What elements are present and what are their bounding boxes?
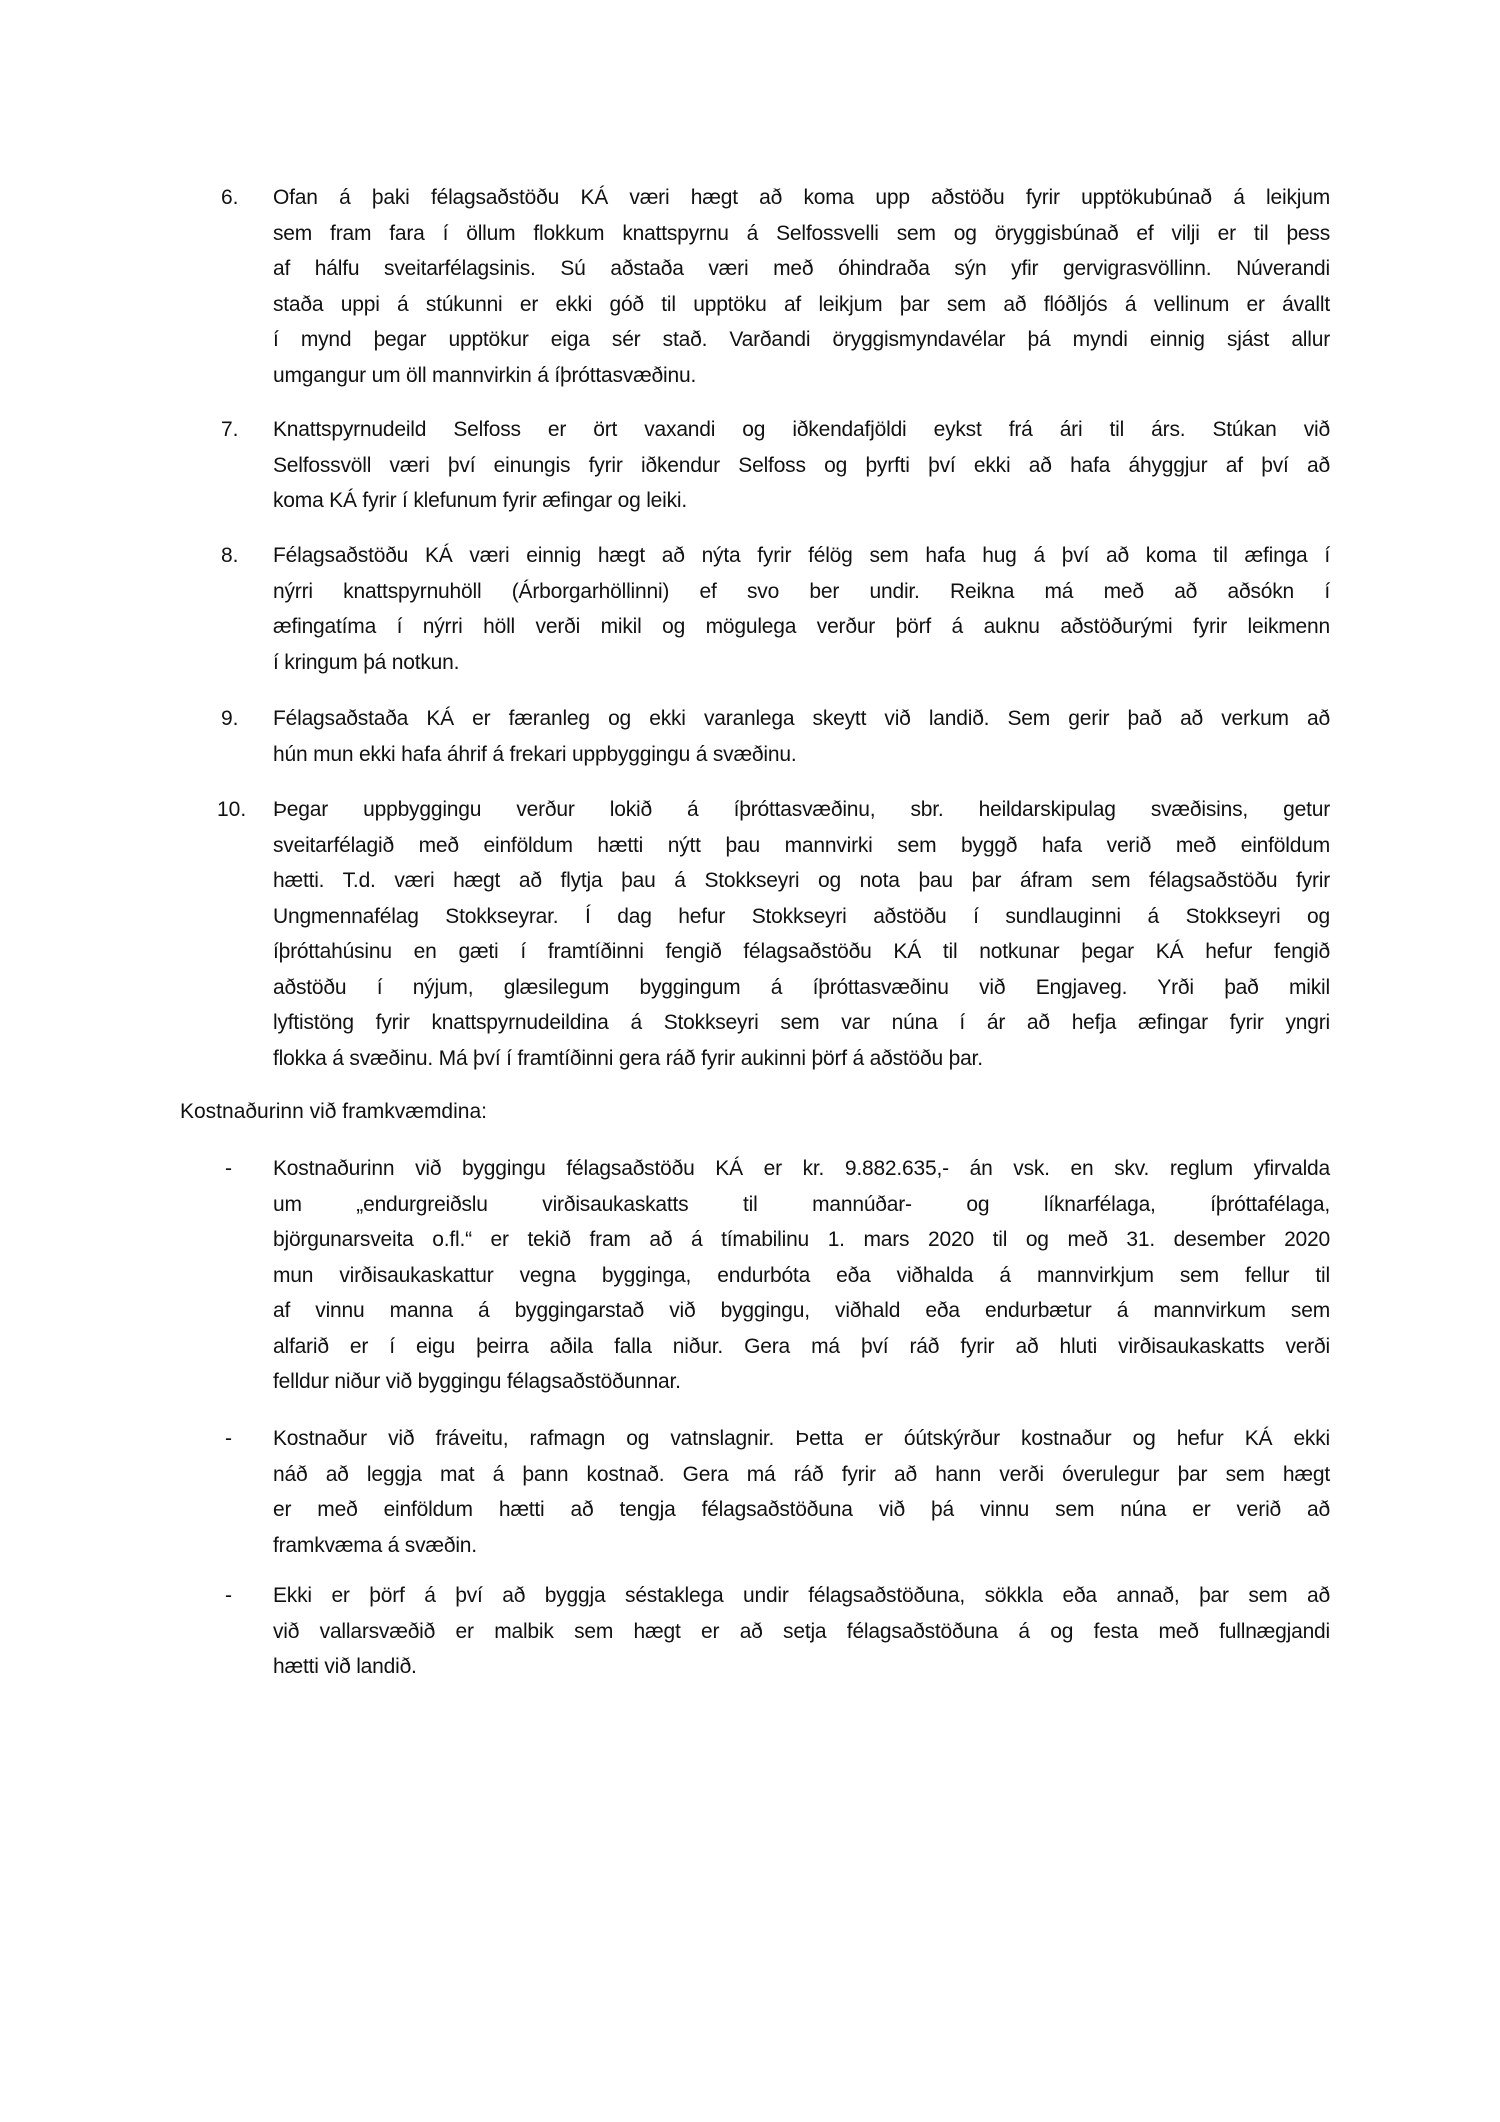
text-line: Félagsaðstaða KÁ er færanleg og ekki varanlega skeytt við landið. Sem gerir það að verkum að (273, 707, 1330, 730)
text-line: sem fram fara í öllum flokkum knattspyrnu á Selfossvelli sem og öryggisbúnað ef vilji er til þess (273, 221, 1330, 245)
text-line: er með einföldum hætti að tengja félagsaðstöðuna við þá vinnu sem núna er verið að (273, 1498, 1330, 1521)
numbered-item (221, 412, 1330, 519)
cost-item (225, 1578, 1330, 1685)
text-line: lyftistöng fyrir knattspyrnudeildina á Stokkseyri sem var núna í ár að hefja æfingar fyrir yngri (273, 1011, 1330, 1034)
text-line: af vinnu manna á byggingarstað við byggingu, viðhald eða endurbætur á mannvirkum sem (273, 1299, 1330, 1322)
text-line: Selfossvöll væri því einungis fyrir iðkendur Selfoss og þyrfti því ekki að hafa áhyggjur af því að (273, 453, 1330, 477)
text-line: náð að leggja mat á þann kostnað. Gera má ráð fyrir að hann verði óverulegur þar sem hægt (273, 1462, 1330, 1486)
text-line: Ofan á þaki félagsaðstöðu KÁ væri hægt að koma upp aðstöðu fyrir upptökubúnað á leikjum (273, 186, 1330, 209)
cost-item (225, 1421, 1330, 1563)
text-line: framkvæma á svæðin. (273, 1533, 477, 1557)
text-line: æfingatíma í nýrri höll verði mikil og mögulega verður þörf á auknu aðstöðurými fyrir leikmenn (273, 615, 1330, 638)
numbered-item (221, 701, 1330, 772)
text-line: Ekki er þörf á því að byggja séstaklega undir félagsaðstöðuna, sökkla eða annað, þar sem að (273, 1584, 1330, 1607)
text-line: Kostnaðurinn við byggingu félagsaðstöðu KÁ er kr. 9.882.635,- án vsk. en skv. reglum yfirvalda (273, 1157, 1330, 1180)
bullet-dash: - (225, 1584, 232, 1607)
text-line: hætti. T.d. væri hægt að flytja þau á Stokkseyri og nota þau þar áfram sem félagsaðstöðu fyrir (273, 869, 1330, 892)
text-line: sveitarfélagið með einföldum hætti nýtt þau mannvirki sem byggð hafa verið með einföldum (273, 833, 1330, 857)
text-line: við vallarsvæðið er malbik sem hægt er að setja félagsaðstöðuna á og festa með fullnægjandi (273, 1619, 1330, 1643)
text-line: nýrri knattspyrnuhöll (Árborgarhöllinni) ef svo ber undir. Reikna má með að aðsókn í (273, 579, 1330, 603)
text-line: Þegar uppbyggingu verður lokið á íþróttasvæðinu, sbr. heildarskipulag svæðisins, getur (273, 798, 1330, 821)
text-line: íþróttahúsinu en gæti í framtíðinni fengið félagsaðstöðu KÁ til notkunar þegar KÁ hefur fengið (273, 940, 1330, 963)
bullet-dash: - (225, 1427, 232, 1450)
text-line: alfarið er í eigu þeirra aðila falla niður. Gera má því ráð fyrir að hluti virðisaukaskatts verði (273, 1334, 1330, 1358)
item-number: 9. (221, 707, 239, 730)
bullet-dash: - (225, 1157, 232, 1180)
numbered-item (221, 180, 1330, 393)
numbered-item (217, 792, 1330, 1076)
item-number: 7. (221, 418, 239, 441)
text-line: mun virðisaukaskattur vegna bygginga, endurbóta eða viðhalda á mannvirkjum sem fellur til (273, 1263, 1330, 1287)
text-line: flokka á svæðinu. Má því í framtíðinni gera ráð fyrir aukinni þörf á aðstöðu þar. (273, 1046, 983, 1070)
text-line: hætti við landið. (273, 1655, 417, 1678)
text-line: felldur niður við byggingu félagsaðstöðunnar. (273, 1370, 681, 1393)
item-number: 8. (221, 544, 239, 567)
text-line: björgunarsveita o.fl.“ er tekið fram að á tímabilinu 1. mars 2020 til og með 31. desember 2020 (273, 1228, 1330, 1251)
text-line: aðstöðu í nýjum, glæsilegum byggingum á íþróttasvæðinu við Engjaveg. Yrði það mikil (273, 975, 1330, 999)
text-line: hún mun ekki hafa áhrif á frekari uppbyggingu á svæðinu. (273, 742, 797, 766)
text-line: umgangur um öll mannvirkin á íþróttasvæðinu. (273, 363, 697, 387)
text-line: Ungmennafélag Stokkseyrar. Í dag hefur Stokkseyri aðstöðu í sundlauginni á Stokkseyri og (273, 904, 1330, 928)
numbered-item (221, 538, 1330, 680)
text-line: koma KÁ fyrir í klefunum fyrir æfingar og leiki. (273, 489, 688, 512)
text-line: Knattspyrnudeild Selfoss er ört vaxandi og iðkendafjöldi eykst frá ári til árs. Stúkan við (273, 418, 1330, 441)
text-line: um „endurgreiðslu virðisaukaskatts til mannúðar- og líknarfélaga, íþróttafélaga, (273, 1192, 1330, 1216)
text-line: Félagsaðstöðu KÁ væri einnig hægt að nýta fyrir félög sem hafa hug á því að koma til æfinga í (273, 544, 1330, 567)
cost-item (225, 1151, 1330, 1400)
text-line: staða uppi á stúkunni er ekki góð til upptöku af leikjum þar sem að flóðljós á vellinum er ávallt (273, 292, 1330, 316)
text-line: í mynd þegar upptökur eiga sér stað. Varðandi öryggismyndavélar þá myndi einnig sjást allur (273, 328, 1330, 351)
text-line: í kringum þá notkun. (273, 650, 460, 674)
cost-heading: Kostnaðurinn við framkvæmdina: (180, 1100, 487, 1123)
text-line: Kostnaður við fráveitu, rafmagn og vatnslagnir. Þetta er óútskýrður kostnaður og hefur KÁ ekki (273, 1427, 1330, 1450)
item-number: 6. (221, 186, 239, 209)
item-number: 10. (217, 798, 247, 821)
text-line: af hálfu sveitarfélagsinis. Sú aðstaða væri með óhindraða sýn yfir gervigrasvöllinn. Núverandi (273, 257, 1330, 280)
